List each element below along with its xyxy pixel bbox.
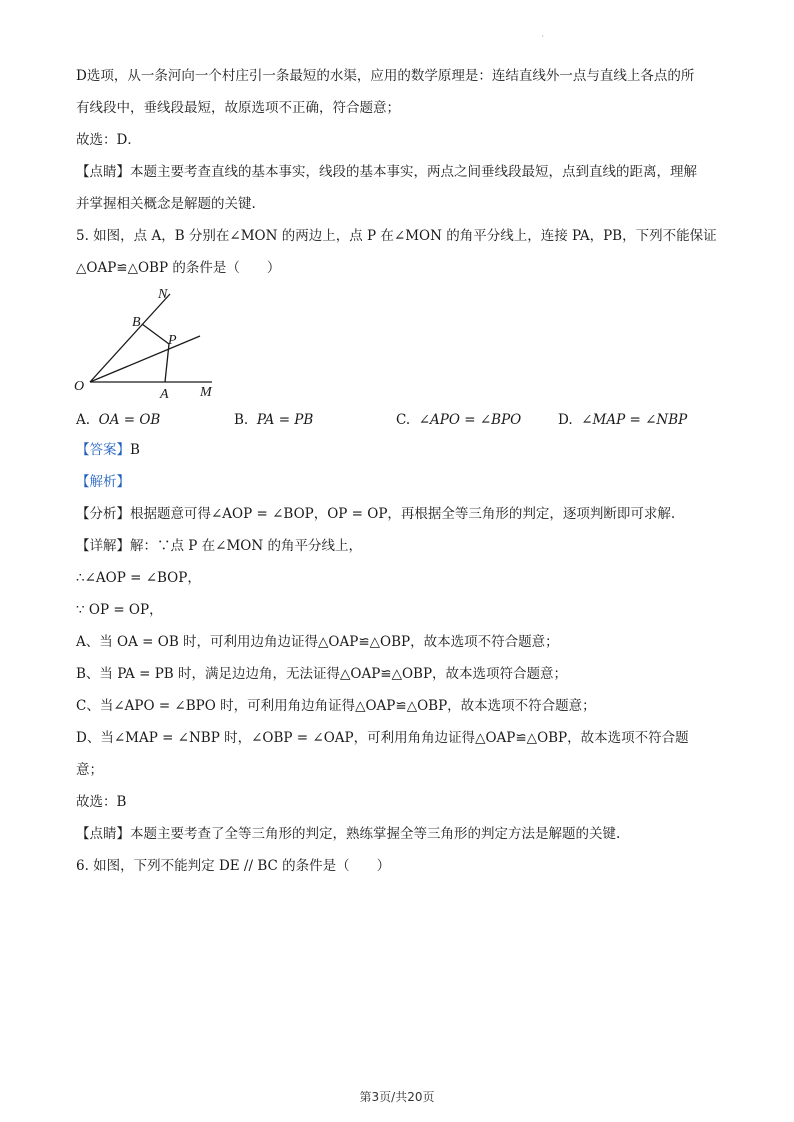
text-line: 有线段中，垂线段最短，故原选项不正确，符合题意；: [76, 100, 400, 116]
answer-value: B: [130, 442, 140, 458]
dianjing-line: [76, 824, 620, 844]
option-d[interactable]: D. ∠MAP = ∠NBP: [558, 412, 688, 428]
label-P: P: [168, 333, 177, 348]
dianjing-text: 本题主要考查了全等三角形的判定，熟练掌握全等三角形的判定方法是解题的关键.: [130, 826, 621, 842]
solution-step: ∵ OP = OP，: [76, 602, 163, 618]
text-line: 故选：D．: [76, 132, 141, 148]
label-A: A: [160, 387, 169, 402]
option-a[interactable]: A. OA = OB: [76, 412, 161, 428]
solution-case-d: D、当∠MAP = ∠NBP 时，∠OBP = ∠OAP，可利用角角边证得△OAP≌△OBP，故本选项不符合题: [76, 730, 689, 746]
answer-line: [76, 440, 140, 460]
label-N: N: [158, 287, 168, 302]
fenxi-line: [76, 504, 675, 524]
option-b[interactable]: B. PA = PB: [234, 412, 314, 428]
text-line: 并掌握相关概念是解题的关键.: [76, 196, 256, 212]
text-line: [76, 162, 697, 182]
solution-case-d-cont: 意；: [76, 762, 103, 778]
segment-BP: [142, 324, 169, 344]
top-mark: ·: [541, 32, 544, 41]
text-line: D选项，从一条河向一个村庄引一条最短的水渠，应用的数学原理是：连结直线外一点与直线上各点的所: [76, 68, 695, 84]
option-c[interactable]: C. ∠APO = ∠BPO: [396, 412, 522, 428]
solution-case-b: B、当 PA = PB 时，满足边边角，无法证得△OAP≌△OBP，故本选项符合题意；: [76, 666, 568, 682]
solution-case-a: A、当 OA = OB 时，可利用边角边证得△OAP≌△OBP，故本选项不符合题意；: [76, 634, 559, 650]
xiangjie-line: [76, 536, 362, 556]
dianjing-tag: 【点睛】: [76, 164, 130, 180]
page-footer: 第3页/共20页: [359, 1090, 435, 1104]
fenxi-tag: 【分析】: [76, 506, 130, 522]
xiangjie-tag: 【详解】: [76, 538, 130, 554]
question-5-stem: △OAP≌△OBP 的条件是（ ）: [76, 260, 281, 276]
bisector-OP: [90, 336, 200, 382]
fenxi-text: 根据题意可得∠AOP = ∠BOP，OP = OP，再根据全等三角形的判定，逐项判断即可求解.: [130, 506, 676, 522]
label-B: B: [132, 315, 141, 330]
dianjing-tag: 【点睛】: [76, 826, 130, 842]
question-6-stem: 6. 如图，下列不能判定 DE // BC 的条件是（ ）: [76, 858, 391, 874]
solution-choose: 故选：B: [76, 794, 127, 810]
label-M: M: [200, 385, 212, 400]
xiangjie-text: 解：∵点 P 在∠MON 的角平分线上，: [130, 538, 362, 554]
label-O: O: [74, 379, 85, 394]
solution-case-c: C、当∠APO = ∠BPO 时，可利用角边角证得△OAP≌△OBP，故本选项不符合题意；: [76, 698, 596, 714]
dianjing-text: 本题主要考查直线的基本事实，线段的基本事实，两点之间垂线段最短，点到直线的距离，理解: [130, 164, 697, 180]
analysis-tag: 【解析】: [76, 474, 130, 490]
solution-step: ∴∠AOP = ∠BOP，: [76, 570, 201, 586]
angle-figure: [66, 284, 266, 404]
ray-ON: [90, 294, 170, 382]
answer-tag: 【答案】: [76, 442, 130, 458]
question-5-stem: 5. 如图，点 A，B 分别在∠MON 的两边上，点 P 在∠MON 的角平分线上，连接 PA，PB，下列不能保证: [76, 228, 717, 244]
